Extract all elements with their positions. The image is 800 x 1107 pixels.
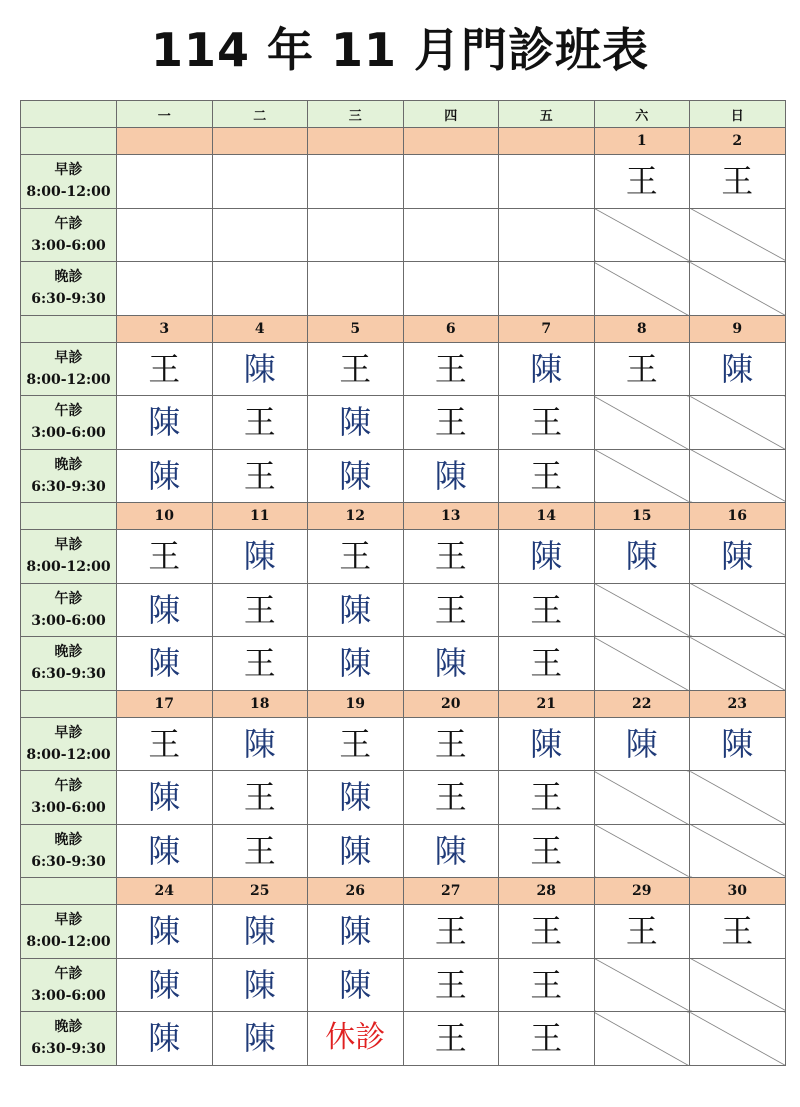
schedule-table [20,100,786,1066]
doctor-name: 王 [434,590,467,629]
unavailable-cell [690,958,786,1012]
slot-time: 8:00-12:00 [26,559,111,576]
unavailable-cell [594,824,690,878]
schedule-cell [403,449,499,503]
date-cell: 7 [499,315,595,342]
doctor-name: 陳 [530,724,563,763]
doctor-name: 陳 [721,537,754,576]
schedule-cell [499,449,595,503]
schedule-cell [499,771,595,825]
doctor-name: 陳 [148,644,181,683]
date-cell: 20 [403,690,499,717]
unavailable-cell [690,583,786,637]
doctor-name: 陳 [148,590,181,629]
doctor-name: 王 [530,912,563,951]
doctor-name: 陳 [339,831,372,870]
unavailable-cell [690,824,786,878]
doctor-name: 王 [434,965,467,1004]
schedule-cell [594,717,690,771]
schedule-cell [212,958,308,1012]
date-cell: 27 [403,878,499,905]
slot-label-cell [21,958,117,1012]
schedule-cell [403,905,499,959]
slot-row [21,342,786,396]
date-cell: 5 [308,315,404,342]
date-cell: 13 [403,503,499,530]
closed-label: 休診 [325,1020,386,1056]
schedule-cell [499,958,595,1012]
schedule-cell [403,958,499,1012]
slot-row [21,1012,786,1066]
schedule-cell [690,905,786,959]
slot-name: 早診 [54,537,83,554]
doctor-name: 陳 [625,724,658,763]
weekday-header: 三 [308,101,404,128]
doctor-name: 陳 [148,912,181,951]
date-cell: 17 [117,690,213,717]
slot-row [21,155,786,209]
date-cell: 29 [594,878,690,905]
doctor-name: 王 [625,349,658,388]
schedule-cell [308,342,404,396]
slot-label-cell [21,583,117,637]
doctor-name: 陳 [148,778,181,817]
schedule-cell [690,342,786,396]
schedule-cell [499,262,595,316]
schedule-cell [117,958,213,1012]
schedule-cell [308,958,404,1012]
schedule-cell [117,824,213,878]
doctor-name: 王 [530,403,563,442]
slot-label-cell [21,262,117,316]
doctor-name: 王 [434,1019,467,1058]
schedule-cell [308,771,404,825]
slot-time: 6:30-9:30 [31,478,106,495]
date-cell: 11 [212,503,308,530]
doctor-name: 王 [721,912,754,951]
schedule-cell [499,824,595,878]
doctor-name: 陳 [339,590,372,629]
slot-row [21,824,786,878]
date-cell: 1 [594,128,690,155]
doctor-name: 王 [721,162,754,201]
weekday-header-row [21,101,786,128]
slot-label-cell [21,530,117,584]
date-cell: 6 [403,315,499,342]
date-cell: 26 [308,878,404,905]
schedule-cell [212,905,308,959]
schedule-cell [403,396,499,450]
doctor-name: 陳 [243,1019,276,1058]
schedule-cell [403,583,499,637]
schedule-cell [308,208,404,262]
doctor-name: 陳 [148,403,181,442]
schedule-cell [308,905,404,959]
unavailable-cell [594,1012,690,1066]
doctor-name: 王 [243,644,276,683]
schedule-cell [594,342,690,396]
schedule-cell [308,583,404,637]
schedule-cell [403,155,499,209]
schedule-cell [212,771,308,825]
slot-label-cell [21,1012,117,1066]
slot-time: 6:30-9:30 [31,291,106,308]
schedule-cell [403,637,499,691]
schedule-cell [594,155,690,209]
date-cell: 28 [499,878,595,905]
slot-name: 晚診 [54,269,83,286]
unavailable-cell [690,396,786,450]
schedule-cell [308,449,404,503]
date-row-label-cell [21,128,117,155]
schedule-cell [308,824,404,878]
doctor-name: 王 [148,349,181,388]
unavailable-cell [594,262,690,316]
schedule-cell [117,208,213,262]
slot-row [21,958,786,1012]
slot-time: 6:30-9:30 [31,666,106,683]
schedule-cell [308,530,404,584]
schedule-cell [212,824,308,878]
slot-time: 8:00-12:00 [26,934,111,951]
unavailable-cell [690,637,786,691]
doctor-name: 王 [434,403,467,442]
unavailable-cell [690,1012,786,1066]
week-date-row [21,690,786,717]
unavailable-cell [594,771,690,825]
date-row-label-cell [21,690,117,717]
schedule-cell [308,262,404,316]
doctor-name: 王 [625,912,658,951]
date-cell: 23 [690,690,786,717]
schedule-cell [308,717,404,771]
doctor-name: 王 [530,1019,563,1058]
doctor-name: 王 [243,403,276,442]
doctor-name: 王 [243,778,276,817]
date-cell: 2 [690,128,786,155]
schedule-cell [499,583,595,637]
date-cell: 3 [117,315,213,342]
slot-label-cell [21,771,117,825]
unavailable-cell [594,449,690,503]
doctor-name: 陳 [148,965,181,1004]
slot-name: 晚診 [54,831,83,848]
doctor-name: 王 [148,537,181,576]
date-cell: 16 [690,503,786,530]
schedule-cell [690,530,786,584]
doctor-name: 王 [530,831,563,870]
slot-label-cell [21,155,117,209]
slot-time: 3:00-6:00 [31,800,106,817]
slot-name: 午診 [54,590,83,607]
doctor-name: 王 [530,590,563,629]
date-row-label-cell [21,878,117,905]
header-corner-cell [21,101,117,128]
schedule-body [21,101,786,1066]
doctor-name: 王 [434,537,467,576]
slot-label-cell [21,717,117,771]
doctor-name: 王 [625,162,658,201]
slot-name: 早診 [54,724,83,741]
schedule-cell [499,905,595,959]
unavailable-cell [690,208,786,262]
slot-name: 早診 [54,349,83,366]
schedule-cell [212,583,308,637]
weekday-header: 四 [403,101,499,128]
slot-time: 8:00-12:00 [26,184,111,201]
slot-time: 8:00-12:00 [26,371,111,388]
week-date-row [21,128,786,155]
schedule-cell [403,342,499,396]
date-cell [308,128,404,155]
doctor-name: 陳 [148,1019,181,1058]
unavailable-cell [690,449,786,503]
schedule-cell [499,530,595,584]
weekday-header: 六 [594,101,690,128]
slot-name: 午診 [54,778,83,795]
date-cell: 19 [308,690,404,717]
date-row-label-cell [21,503,117,530]
schedule-cell [117,905,213,959]
doctor-name: 陳 [434,644,467,683]
slot-name: 晚診 [54,644,83,661]
page-title: 114 年 11 月門診班表 [150,23,650,77]
unavailable-cell [690,771,786,825]
slot-time: 3:00-6:00 [31,237,106,254]
slot-row [21,905,786,959]
doctor-name: 王 [434,349,467,388]
schedule-cell [403,771,499,825]
doctor-name: 陳 [243,912,276,951]
doctor-name: 陳 [148,831,181,870]
schedule-cell [308,1012,404,1066]
schedule-cell [117,717,213,771]
doctor-name: 陳 [339,456,372,495]
unavailable-cell [594,396,690,450]
schedule-cell [499,396,595,450]
doctor-name: 陳 [339,912,372,951]
schedule-cell [117,771,213,825]
schedule-cell [117,155,213,209]
doctor-name: 陳 [625,537,658,576]
schedule-cell [690,717,786,771]
doctor-name: 陳 [243,724,276,763]
doctor-name: 王 [243,456,276,495]
doctor-name: 王 [243,831,276,870]
slot-label-cell [21,905,117,959]
date-cell: 9 [690,315,786,342]
schedule-cell [117,262,213,316]
doctor-name: 陳 [243,965,276,1004]
schedule-cell [212,342,308,396]
schedule-cell [403,208,499,262]
schedule-cell [212,449,308,503]
doctor-name: 王 [339,349,372,388]
schedule-cell [499,637,595,691]
date-cell: 22 [594,690,690,717]
schedule-cell [117,396,213,450]
doctor-name: 王 [434,778,467,817]
schedule-cell [594,905,690,959]
slot-row [21,771,786,825]
doctor-name: 王 [434,724,467,763]
doctor-name: 王 [434,912,467,951]
slot-time: 6:30-9:30 [31,853,106,870]
schedule-cell [212,396,308,450]
week-date-row [21,503,786,530]
slot-label-cell [21,637,117,691]
slot-row [21,449,786,503]
doctor-name: 陳 [243,349,276,388]
schedule-cell [499,1012,595,1066]
date-row-label-cell [21,315,117,342]
doctor-name: 王 [243,590,276,629]
slot-name: 午診 [54,403,83,420]
date-cell [403,128,499,155]
doctor-name: 陳 [721,349,754,388]
schedule-cell [690,155,786,209]
schedule-cell [212,1012,308,1066]
slot-row [21,717,786,771]
schedule-cell [403,530,499,584]
schedule-cell [308,155,404,209]
date-cell: 15 [594,503,690,530]
doctor-name: 王 [530,644,563,683]
schedule-cell [212,717,308,771]
schedule-cell [403,1012,499,1066]
slot-time: 3:00-6:00 [31,425,106,442]
doctor-name: 陳 [148,456,181,495]
date-cell: 8 [594,315,690,342]
slot-label-cell [21,824,117,878]
schedule-cell [308,396,404,450]
doctor-name: 陳 [339,403,372,442]
unavailable-cell [690,262,786,316]
slot-label-cell [21,342,117,396]
slot-name: 早診 [54,162,83,179]
slot-row [21,396,786,450]
date-cell: 12 [308,503,404,530]
slot-label-cell [21,449,117,503]
date-cell [212,128,308,155]
slot-name: 晚診 [54,1019,83,1036]
doctor-name: 陳 [434,456,467,495]
week-date-row [21,315,786,342]
schedule-cell [594,530,690,584]
schedule-cell [403,262,499,316]
schedule-cell [117,530,213,584]
slot-name: 晚診 [54,456,83,473]
slot-row [21,262,786,316]
doctor-name: 王 [339,537,372,576]
doctor-name: 王 [530,965,563,1004]
slot-row [21,583,786,637]
slot-label-cell [21,208,117,262]
date-cell: 30 [690,878,786,905]
unavailable-cell [594,208,690,262]
weekday-header: 二 [212,101,308,128]
schedule-cell [117,583,213,637]
unavailable-cell [594,637,690,691]
doctor-name: 王 [339,724,372,763]
date-cell: 14 [499,503,595,530]
schedule-cell [499,155,595,209]
date-cell: 18 [212,690,308,717]
doctor-name: 陳 [721,724,754,763]
doctor-name: 王 [530,778,563,817]
slot-row [21,637,786,691]
unavailable-cell [594,958,690,1012]
doctor-name: 陳 [339,778,372,817]
date-cell: 24 [117,878,213,905]
schedule-cell [117,637,213,691]
schedule-cell [499,208,595,262]
schedule-cell [403,717,499,771]
slot-name: 午診 [54,965,83,982]
doctor-name: 陳 [339,644,372,683]
doctor-name: 陳 [243,537,276,576]
doctor-name: 陳 [434,831,467,870]
doctor-name: 陳 [530,537,563,576]
date-cell: 10 [117,503,213,530]
date-cell [117,128,213,155]
schedule-cell [212,262,308,316]
date-cell: 4 [212,315,308,342]
doctor-name: 王 [530,456,563,495]
doctor-name: 陳 [530,349,563,388]
slot-label-cell [21,396,117,450]
slot-name: 早診 [54,912,83,929]
weekday-header: 五 [499,101,595,128]
slot-time: 3:00-6:00 [31,612,106,629]
schedule-cell [117,342,213,396]
weekday-header: 日 [690,101,786,128]
schedule-cell [117,449,213,503]
slot-time: 6:30-9:30 [31,1041,106,1058]
schedule-cell [499,717,595,771]
doctor-name: 陳 [339,965,372,1004]
date-cell: 21 [499,690,595,717]
schedule-cell [212,155,308,209]
schedule-cell [308,637,404,691]
unavailable-cell [594,583,690,637]
slot-time: 8:00-12:00 [26,746,111,763]
schedule-cell [117,1012,213,1066]
schedule-cell [212,637,308,691]
slot-row [21,208,786,262]
date-cell [499,128,595,155]
slot-time: 3:00-6:00 [31,987,106,1004]
date-cell: 25 [212,878,308,905]
schedule-cell [212,208,308,262]
slot-name: 午診 [54,215,83,232]
schedule-cell [499,342,595,396]
doctor-name: 王 [148,724,181,763]
week-date-row [21,878,786,905]
weekday-header: 一 [117,101,213,128]
schedule-cell [403,824,499,878]
schedule-cell [212,530,308,584]
slot-row [21,530,786,584]
